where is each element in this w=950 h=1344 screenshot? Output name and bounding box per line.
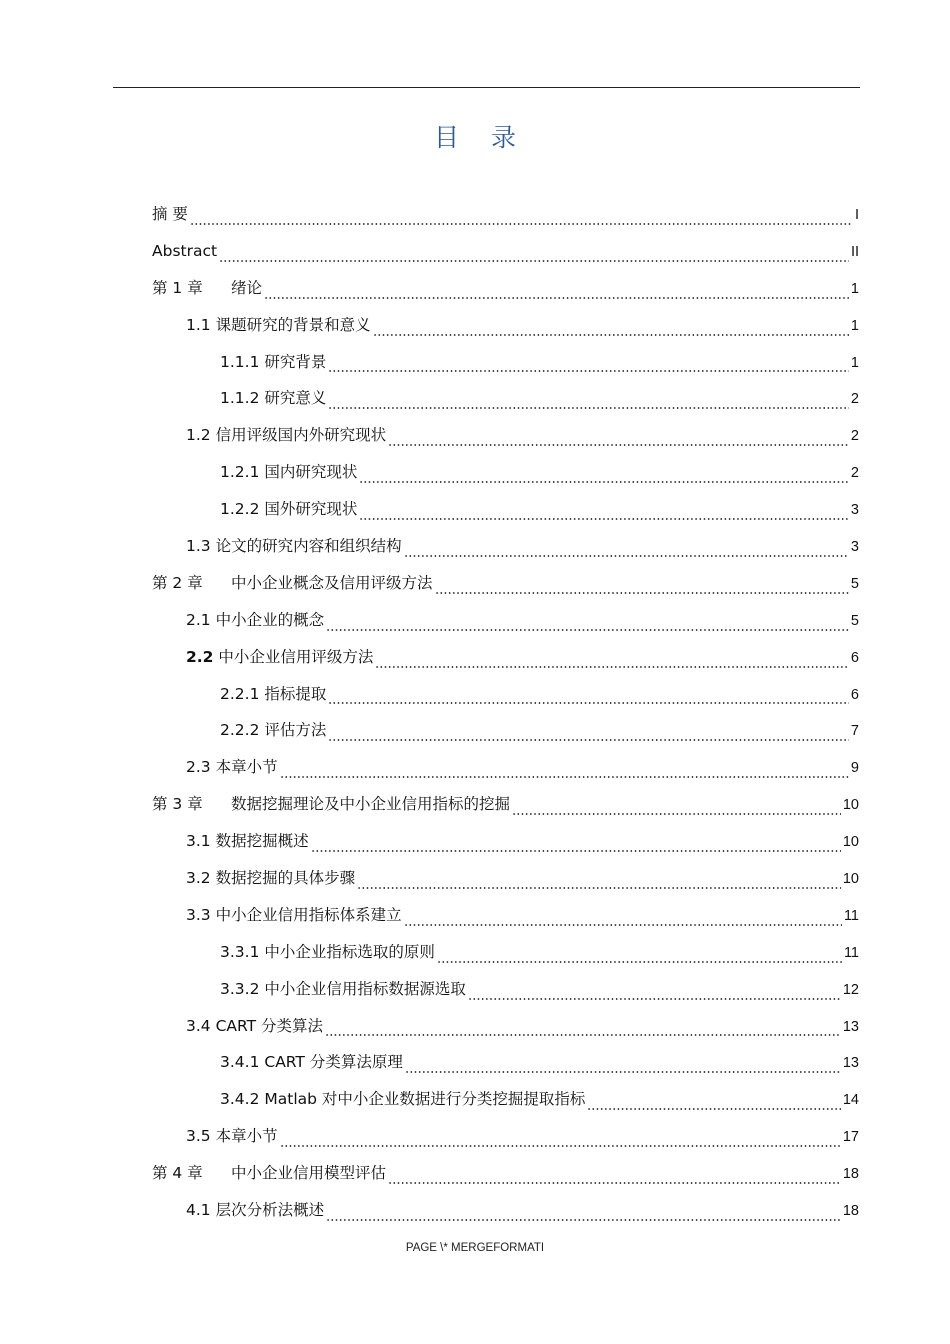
toc-entry-label: 4.1 层次分析法概述: [186, 1201, 325, 1220]
toc-page-number: 1: [850, 354, 859, 371]
toc-page-number: 1: [850, 280, 859, 297]
page-footer: PAGE \* MERGEFORMATI: [405, 1242, 545, 1254]
toc-dot-leader: [375, 665, 849, 671]
toc-entry-label: 1.2 信用评级国内外研究现状: [186, 426, 387, 445]
toc-dot-leader: [359, 480, 849, 486]
toc-dot-leader: [388, 443, 849, 449]
toc-entry[interactable]: [152, 715, 859, 752]
toc-entry-label: 摘 要: [152, 205, 188, 223]
toc-entry[interactable]: [152, 605, 859, 642]
toc-entry-label: 2.1 中小企业的概念: [186, 610, 325, 629]
toc-page-number: 2: [850, 428, 859, 445]
toc-page-number: I: [854, 207, 859, 223]
toc-dot-leader: [388, 1181, 841, 1187]
toc-dot-leader: [326, 1218, 841, 1224]
toc-dot-leader: [512, 812, 841, 818]
toc-entry[interactable]: [152, 1011, 859, 1048]
toc-entry[interactable]: [152, 1121, 859, 1158]
toc-entry-label: 2.3 本章小节: [186, 758, 278, 777]
toc-entry-label: 1.1.1 研究背景: [220, 352, 327, 371]
toc-entry[interactable]: [152, 568, 859, 605]
toc-entry[interactable]: [152, 347, 859, 384]
toc-entry[interactable]: [152, 420, 859, 457]
toc-page-number: 13: [842, 1055, 859, 1072]
toc-page-number: II: [850, 243, 859, 260]
toc-entry-label: 2.2.2 评估方法: [220, 721, 327, 740]
toc-page-number: 2: [850, 391, 859, 408]
table-of-contents: [152, 199, 859, 1232]
toc-dot-leader: [587, 1107, 840, 1113]
toc-page-number: 5: [850, 612, 859, 629]
toc-entry[interactable]: [152, 752, 859, 789]
toc-dot-leader: [326, 628, 849, 634]
toc-page-number: 1: [850, 317, 859, 334]
toc-entry[interactable]: [152, 789, 859, 826]
toc-entry-label: 2.2 中小企业信用评级方法: [186, 647, 374, 666]
toc-chapter-number: 第 1 章: [152, 278, 203, 297]
toc-entry[interactable]: [152, 1084, 859, 1121]
toc-chapter-number: 第 3 章: [152, 795, 203, 814]
toc-entry-label: 1.1 课题研究的背景和意义: [186, 315, 371, 334]
toc-dot-leader: [280, 1144, 841, 1150]
toc-entry[interactable]: [152, 1047, 859, 1084]
toc-entry[interactable]: [152, 642, 859, 679]
toc-page-number: 11: [843, 907, 859, 924]
toc-entry[interactable]: [152, 826, 859, 863]
toc-entry-label: 3.4.1 CART 分类算法原理: [220, 1053, 403, 1072]
toc-entry[interactable]: [152, 900, 859, 937]
toc-entry-label: 3.3.2 中小企业信用指标数据源选取: [220, 979, 466, 998]
toc-entry-label: 1.3 论文的研究内容和组织结构: [186, 537, 402, 556]
toc-entry[interactable]: [152, 310, 859, 347]
toc-page-number: 6: [850, 649, 859, 666]
toc-entry[interactable]: [152, 531, 859, 568]
toc-dot-leader: [359, 517, 849, 523]
toc-dot-leader: [328, 701, 849, 707]
toc-entry-label: 3.3.1 中小企业指标选取的原则: [220, 942, 435, 961]
toc-entry[interactable]: [152, 494, 859, 531]
toc-entry-label: 3.3 中小企业信用指标体系建立: [186, 905, 402, 924]
toc-entry-label: Abstract: [152, 241, 218, 260]
toc-entry-label: 3.1 数据挖掘概述: [186, 832, 309, 851]
toc-page-number: 11: [843, 944, 859, 961]
toc-page-number: 5: [850, 575, 859, 592]
toc-dot-leader: [328, 406, 849, 412]
toc-page-number: 3: [850, 502, 859, 519]
toc-page-number: 12: [842, 981, 859, 998]
toc-page-number: 13: [842, 1018, 859, 1035]
toc-page-number: 10: [842, 834, 859, 851]
toc-dot-leader: [373, 333, 849, 339]
toc-entry-label: 中小企业概念及信用评级方法: [231, 573, 433, 592]
toc-dot-leader: [311, 849, 841, 855]
toc-entry-label: 中小企业信用模型评估: [231, 1164, 387, 1183]
toc-entry-label: 1.2.2 国外研究现状: [220, 500, 358, 519]
toc-dot-leader: [328, 369, 849, 375]
toc-title: 目 录: [434, 123, 528, 152]
toc-page-number: 9: [850, 760, 859, 777]
toc-page-number: 18: [842, 1166, 859, 1183]
toc-entry-label: 绪论: [231, 278, 263, 297]
toc-entry-label: 2.2.1 指标提取: [220, 684, 327, 703]
toc-page-number: 2: [850, 465, 859, 482]
toc-page-number: 10: [842, 871, 859, 888]
toc-page-number: 18: [842, 1203, 859, 1220]
toc-entry-label: 3.4.2 Matlab 对中小企业数据进行分类挖掘提取指标: [220, 1090, 586, 1109]
toc-dot-leader: [264, 296, 849, 302]
toc-entry[interactable]: [152, 273, 859, 310]
toc-dot-leader: [190, 222, 853, 228]
toc-dot-leader: [219, 259, 849, 265]
toc-page-number: 10: [842, 797, 859, 814]
toc-dot-leader: [404, 923, 842, 929]
toc-entry-label: 数据挖掘理论及中小企业信用指标的挖掘: [231, 795, 511, 814]
toc-dot-leader: [404, 554, 849, 560]
toc-entry[interactable]: [152, 383, 859, 420]
toc-dot-leader: [435, 591, 849, 597]
toc-dot-leader: [405, 1070, 841, 1076]
toc-entry-label: 3.5 本章小节: [186, 1127, 278, 1146]
toc-entry[interactable]: [152, 974, 859, 1011]
toc-dot-leader: [437, 960, 842, 966]
toc-entry-label: 3.2 数据挖掘的具体步骤: [186, 869, 356, 888]
toc-dot-leader: [325, 1033, 841, 1039]
toc-chapter-number: 第 4 章: [152, 1164, 203, 1183]
toc-entry-label: 1.2.1 国内研究现状: [220, 463, 358, 482]
toc-entry[interactable]: [152, 937, 859, 974]
toc-page-number: 3: [850, 539, 859, 556]
toc-entry[interactable]: [152, 236, 859, 273]
toc-dot-leader: [280, 775, 849, 781]
toc-dot-leader: [468, 997, 841, 1003]
toc-dot-leader: [357, 886, 841, 892]
toc-chapter-number: 第 2 章: [152, 573, 203, 592]
header-rule: [113, 87, 860, 88]
toc-entry[interactable]: [152, 863, 859, 900]
toc-page-number: 14: [842, 1092, 859, 1109]
toc-entry[interactable]: [152, 457, 859, 494]
toc-dot-leader: [328, 738, 849, 744]
toc-entry[interactable]: [152, 1195, 859, 1232]
toc-entry[interactable]: [152, 1158, 859, 1195]
toc-entry[interactable]: [152, 199, 859, 236]
toc-entry[interactable]: [152, 679, 859, 716]
toc-page-number: 17: [842, 1129, 859, 1146]
toc-page-number: 6: [850, 686, 859, 703]
toc-entry-label: 3.4 CART 分类算法: [186, 1016, 324, 1035]
toc-page-number: 7: [850, 723, 859, 740]
toc-entry-label: 1.1.2 研究意义: [220, 389, 327, 408]
